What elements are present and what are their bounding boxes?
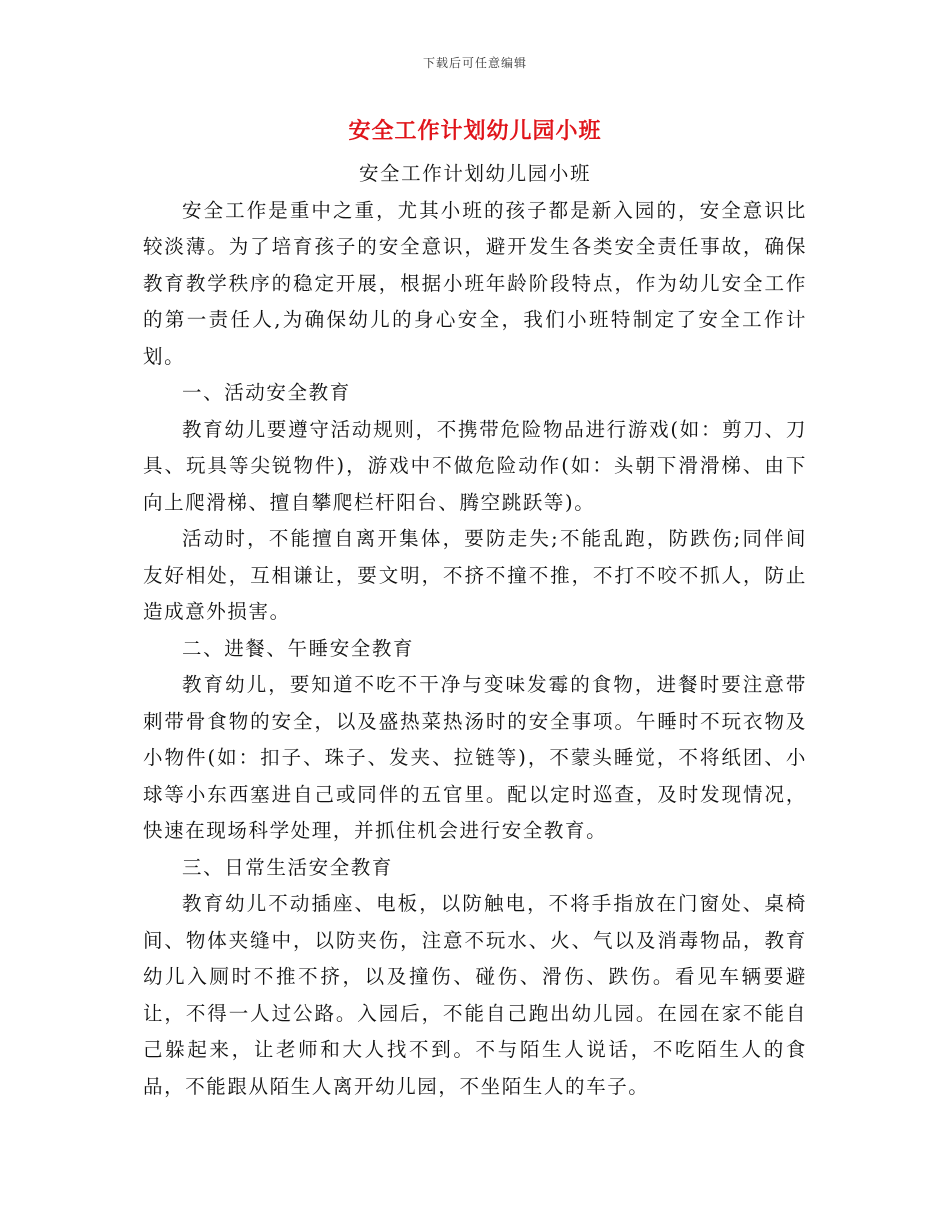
- section-heading-daily-life: 三、日常生活安全教育: [182, 855, 394, 879]
- activity-paragraph-2: 活动时，不能擅自离开集体，要防走失;不能乱跑，防跌伤;同伴间友好相处，互相谦让，要文明，不挤不撞不推，不打不咬不抓人，防止造成意外损害。: [143, 527, 807, 623]
- section-heading-activity: 一、活动安全教育: [182, 381, 351, 404]
- intro-paragraph: 安全工作是重中之重，尤其小班的孩子都是新入园的，安全意识比较淡薄。为了培育孩子的安全意识，避开发生各类安全责任事故，确保教育教学秩序的稳定开展，根据小班年龄阶段特点，作为幼儿安全工作的第一责任人,为确保幼儿的身心安全，我们小班特制定了安全工作计划。: [143, 198, 807, 368]
- document-title: 安全工作计划幼儿园小班: [348, 118, 602, 144]
- daily-life-paragraph: 教育幼儿不动插座、电板，以防触电，不将手指放在门窗处、桌椅间、物体夹缝中，以防夹伤，注意不玩水、火、气以及消毒物品，教育幼儿入厕时不推不挤，以及撞伤、碰伤、滑伤、跌伤。看见车辆要避让，不得一人过公路。入园后，不能自己跑出幼儿园。在园在家不能自己躲起来，让老师和大人找不到。不与陌生人说话，不吃陌生人的食品，不能跟从陌生人离开幼儿园，不坐陌生人的车子。: [143, 892, 807, 1098]
- document-body: [143, 156, 807, 1105]
- activity-paragraph-1: 教育幼儿要遵守活动规则，不携带危险物品进行游戏(如：剪刀、刀具、玩具等尖锐物件)，游戏中不做危险动作(如：头朝下滑滑梯、由下向上爬滑梯、擅自攀爬栏杆阳台、腾空跳跃等)。: [143, 417, 807, 514]
- section-heading-meal-nap: 二、进餐、午睡安全教育: [182, 636, 415, 660]
- header-note: 下载后可任意编辑: [422, 56, 527, 70]
- document-subtitle: 安全工作计划幼儿园小班: [358, 162, 592, 185]
- meal-nap-paragraph: 教育幼儿，要知道不吃不干净与变味发霉的食物，进餐时要注意带刺带骨食物的安全，以及盛热菜热汤时的安全事项。午睡时不玩衣物及小物件(如：扣子、珠子、发夹、拉链等)，不蒙头睡觉，不将纸团、小球等小东西塞进自己或同伴的五官里。配以定时巡查，及时发现情况，快速在现场科学处理，并抓住机会进行安全教育。: [143, 673, 807, 842]
